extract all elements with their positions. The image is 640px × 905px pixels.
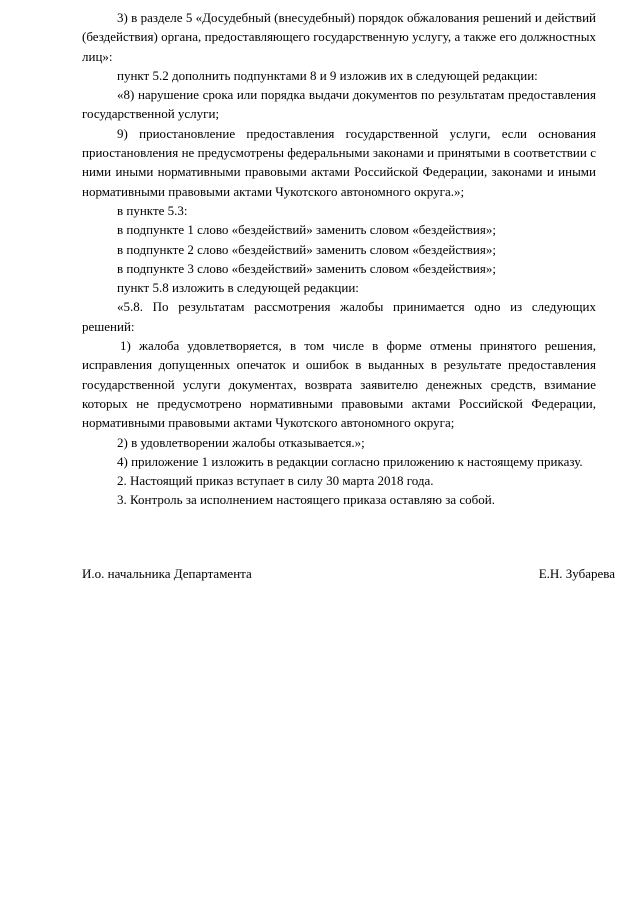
paragraph-item-5-3: в пункте 5.3: [117,202,188,218]
paragraph-subitem-9: 9) приостановление предоставления государственной услуги, если основания приостановления не предусмотрены федеральными законами и принятыми в соответствии с ними иными нормативными правовыми актами Российской Федерации, законами и иными нормативными правовыми актами Чукотского автономного округа.»; [82,125,596,199]
document-body [82,8,596,510]
paragraph-5-8-text: «5.8. По результатам рассмотрения жалобы принимается одно из следующих решений: [82,299,596,334]
signature-block [82,564,615,583]
paragraph-section-5: 3) в разделе 5 «Досудебный (внесудебный) порядок обжалования решений и действий (бездействия) органа, предоставляющего государственную услугу, а также его должностных лиц»: [82,10,596,64]
signatory-name: Е.Н. Зубарева [538,566,615,581]
paragraph-control: 3. Контроль за исполнением настоящего приказа оставляю за собой. [117,492,495,508]
paragraph-item-5-2: пункт 5.2 дополнить подпунктами 8 и 9 изложив их в следующей редакции: [117,67,538,83]
paragraph-effective-date: 2. Настоящий приказ вступает в силу 30 марта 2018 года. [117,473,434,489]
paragraph-item-5-8: пункт 5.8 изложить в следующей редакции: [117,280,359,296]
signatory-position: И.о. начальника Департамента [82,566,252,581]
paragraph-subitem-3-replace: в подпункте 3 слово «бездействий» заменить словом «бездействия»; [117,260,496,276]
paragraph-decision-2: 2) в удовлетворении жалобы отказывается.»; [117,434,365,450]
paragraph-decision-1: 1) жалоба удовлетворяется, в том числе в форме отмены принятого решения, исправления допущенных опечаток и ошибок в выданных в результате предоставления государственной услуги документах, возврата заявителю денежных средств, взимание которых не предусмотрено нормативными правовыми актами Российской Федерации, нормативными правовыми актами Чукотского автономного округа; [82,338,596,431]
paragraph-subitem-1-replace: в подпункте 1 слово «бездействий» заменить словом «бездействия»; [117,222,496,238]
paragraph-subitem-8: «8) нарушение срока или порядка выдачи документов по результатам предоставления государственной услуги; [82,87,596,122]
paragraph-appendix-1: 4) приложение 1 изложить в редакции согласно приложению к настоящему приказу. [117,453,583,469]
paragraph-subitem-2-replace: в подпункте 2 слово «бездействий» заменить словом «бездействия»; [117,241,496,257]
